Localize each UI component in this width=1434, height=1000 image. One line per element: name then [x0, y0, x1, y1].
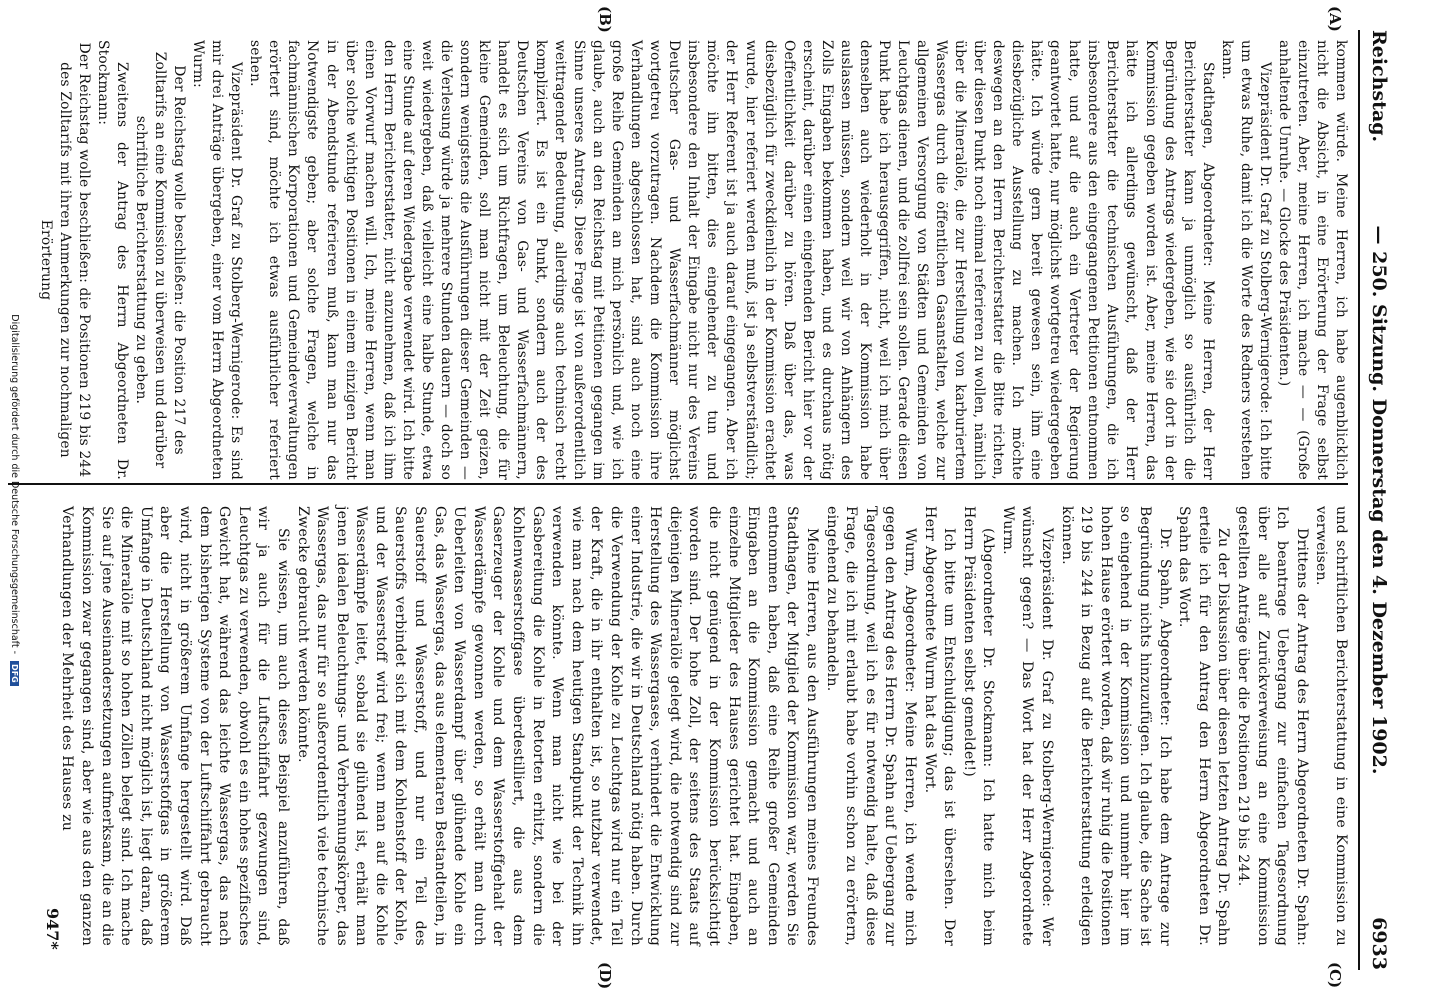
paragraph: Ich bitte um Entschuldigung; das ist übersehen. Der Herr Abgeordnete Wurm hat das Wort.: [921, 506, 958, 946]
column-divider: [8, 483, 1348, 485]
text-column-left: [36, 40, 1350, 480]
paragraph: Sie wissen, um auch dieses Beispiel anzuführen, daß wir ja auch für die Luftschiffahrt gezwungen sind, Leuchtgas zu verwenden, obwohl es ein hohes spezifisches Gewicht hat, während das leichte Wassergas, das nach dem bisherigen Systeme von der Luftschiffahrt gebraucht wird, nicht in größerem Umfange hergestellt wird. Daß aber die Herstellung von Wasserstoffgas in größerem Umfange in Deutschland nicht möglich ist, liegt daran, daß die Mineralöle mit so hohen Zöllen belegt sind. Ich mache Sie auf jene Auseinandersetzungen aufmerksam, die an die Kommission zwar gegangen sind, aber wie aus den ganzen Verhandlungen der Mehrheit des Hauses zu: [59, 506, 291, 946]
paragraph: Zu der Diskussion über diesen letzten Antrag Dr. Spahn erteile ich für den Antrag den Herrn Abgeordneten Dr. Spahn das Wort.: [1176, 506, 1232, 946]
page-number: 6933: [1368, 917, 1390, 970]
paragraph: Vizepräsident Dr. Graf zu Stolberg-Wernigerode: Es sind mir drei Anträge übergeben, einer vom Herrn Abgeordneten Wurm:: [190, 40, 245, 480]
credit-text: Digitalisierung gefördert durch die Deutsche Forschungsgemeinschaft -: [9, 314, 20, 655]
text-column-right: [57, 506, 1350, 946]
paragraph: Dr. Spahn, Abgeordneter: Ich habe dem Antrage zur Begründung nichts hinzuzufügen. Ich glaube, die Sache ist so eingehend in der Kommission und nunmehr hier im hohen Hause erörtert worden, daß wir ruhig die Positionen 219 bis 244 in Bezug auf die Berichterstattung erledigen können.: [1058, 506, 1173, 946]
header-session: — 250. Sitzung. Donnerstag den 4. Dezember 1902.: [1368, 225, 1390, 775]
paragraph: Vizepräsident Dr. Graf zu Stolberg-Wernigerode: Ich bitte um etwas Ruhe, damit ich die Worte des Redners verstehen kann.: [1218, 40, 1273, 480]
paragraph: Drittens der Antrag des Herrn Abgeordneten Dr. Spahn: Ich beantrage Uebergang zur einfachen Tagesordnung über alle auf Zurückverweisung an eine Kommission gestellten Anträge über die Positionen 219 bis 244.: [1235, 506, 1310, 946]
header-publication: Reichstag.: [1368, 30, 1390, 143]
sheet-signature: 947*: [43, 908, 62, 950]
paragraph: kommen würde. Meine Herren, ich habe augenblicklich nicht die Absicht, in eine Erörterung der Frage selbst einzutreten. Aber, meine Herren, ich mache — — (Große anhaltende Unruhe. — Glocke des Präsidenten.): [1275, 40, 1349, 480]
page-header: [1358, 30, 1394, 970]
digitization-credit: [9, 0, 20, 1000]
margin-mark-c: (C): [1326, 962, 1344, 989]
paragraph: (Abgeordneter Dr. Stockmann: Ich hatte mich beim Herrn Präsidenten selbst gemeldet!): [960, 506, 997, 946]
paragraph: Vizepräsident Dr. Graf zu Stolberg-Wernigerode: Wer wünscht gegen? — Das Wort hat der Herr Abgeordnete Wurm.: [999, 506, 1056, 946]
paragraph: Stadthagen, Abgeordneter: Meine Herren, der Herr Berichterstatter kann ja unmöglich so ausführlich die Begründung des Antrags wiedergeben, wie sie dort in der Kommission gegeben worden ist. Aber, meine Herren, das hätte ich allerdings gewünscht, daß der Herr Berichterstatter die technischen Ausführungen, die ich insbesondere aus den eingegangenen Petitionen entnommen hatte, und auf die auch ein Vertreter der Regierung geantwortet hatte, nur möglichst wortgetreu wiedergegeben hätte. Ich würde gern bereit gewesen sein, ihm eine diesbezügliche Ausstellung zu machen. Ich möchte deswegen an den Herrn Berichterstatter die Bitte richten, über diesen Punkt noch einmal referieren zu wollen, nämlich über die Mineralöle, die zur Herstellung von karburiertem Wassergas durch die öffentlichen Gasanstalten, welche zur allgemeinen Versorgung von Städten und Gemeinden von Leuchtgas dienen, und die zollfrei sein sollen. Gerade diesen Punkt habe ich herausgegriffen, nicht, weil ich mich über denselben auch wiederholt in der Kommission habe auslassen müssen, sondern weil wir von Anhängern des Zolls Eingaben bekommen haben, und es durchaus nötig erscheint, darüber einen eingehenden Bericht hier vor der Oeffentlichkeit darüber zu hören. Daß über das, was diesbezüglich für zweckdienlich in der Kommission erachtet wurde, hier referiert werden muß, ist ja selbstverständlich; der Herr Referent ist ja auch darauf eingegangen. Aber ich möchte ihn bitten, dies eingehender zu tun und insbesondere den Inhalt der Eingabe nicht nur des Vereins Deutscher Gas- und Wasserfachmänner möglichst wortgetreu vorzutragen. Nachdem die Kommission ihre Verhandlungen abgeschlossen hat, sind auch noch eine große Reihe Gemeinden an mich persönlich und, wie ich glaube, auch an den Reichstag mit Petitionen gegangen im Sinne unseres Antrags. Diese Frage ist von außerordentlich weittragender Bedeutung, allerdings auch technisch recht kompliziert. Es ist ein Punkt, sondern auch der des Deutschen Vereins von Gas- und Wasserfachmännern, handelt es sich um Richtfragen, um Beleuchtung, die für kleine Gemeinden, soll man nicht mit der Zeit geizen, sondern wenigstens die Ausführungen dieser Gemeinden — die Verlesung würde ja mehrere Stunden dauern — doch so weit wiedergeben, daß vielleicht eine halbe Stunde, etwa eine Stunde auf deren Wiedergabe verwendet wird. Ich bitte den Herrn Berichterstatter, nicht anzunehmen, daß ich ihm einen Vorwurf machen will. Ich, meine Herren, wenn man über solche wichtigen Positionen in einem einzigen Bericht in der Abendstunde referieren muß, kann man nur das Notwendigste geben; aber solche Fragen, welche in fachmännischen Korporationen und Gemeindeverwaltungen erörtert sind, möchte ich etwas ausführlicher referiert sehen.: [247, 40, 1216, 480]
paragraph: Zweitens der Antrag des Herrn Abgeordneten Dr. Stockmann:: [94, 40, 130, 480]
margin-mark-d: (D): [596, 962, 614, 990]
paragraph: und schriftlichen Berichterstattung in eine Kommission zu verweisen.: [1313, 506, 1349, 946]
margin-mark-a: (A): [1326, 6, 1344, 32]
paragraph: Wurm, Abgeordneter: Meine Herren, ich wende mich gegen den Antrag des Herrn Dr. Spahn auf Uebergang zur Tagesordnung, weil ich es für notwendig halte, daß diese Frage, die ich mit erlaubt habe vorhin schon zu erörtern, eingehend zu behandeln.: [823, 506, 918, 946]
dfg-logo: DFG: [10, 661, 19, 686]
paragraph: Meine Herren, aus den Ausführungen meines Freundes Stadthagen, der Mitglied der Kommission war, werden Sie entnommen haben, daß eine Reihe großer Gemeinden Eingaben an die Kommission gemacht und auch an einzelne Mitglieder des Hauses gerichtet hat. Eingaben, die nicht genügend in der Kommission berücksichtigt worden sind. Der hohe Zoll, der seitens des Staats auf diejenigen Mineralöle gelegt wird, die notwendig sind zur Herstellung des Wassergases, verhindert die Entwicklung einer Industrie, die wir in Deutschland nötig haben. Durch die Verwendung der Kohle zu Leuchtgas wird nur ein Teil der Kraft, die in ihr enthalten ist, so nutzbar verwendet, wie man nach dem heutigen Standpunkt der Technik ihn verwenden könnte. Wenn man nicht wie bei der Gasbereitung die Kohle in Retorten erhitzt, sondern die Kohlenwasserstoffgase überdestilliert, die aus dem Gaserzeuger der Kohle und dem Wasserstoffgehalt der Wasserdämpfe gewonnen werden, so erhält man durch Ueberleiten von Wasserdampf über glühende Kohle ein Gas, das Wassergas, das aus elementaren Bestandteilen, in Sauerstoff und Wasserstoff, und nur ein Teil des Sauerstoffs verbindet sich mit dem Kohlenstoff der Kohle, und der Wasserstoff wird frei; wenn man auf die Kohle Wasserdämpfe leitet, sobald sie glühend ist, erhält man jenen idealen Beleuchtungs- und Verbrennungskörper, das Wassergas, das nur für so außerordentlich viele technische Zwecke gebraucht werden könnte.: [294, 506, 820, 946]
motion-text: Der Reichstag wolle beschließen: die Positionen 219 bis 244 des Zolltarifs mit ihren Anmerkungen zur nochmaligen Erörterung: [37, 42, 92, 478]
margin-mark-b: (B): [596, 6, 614, 33]
motion-text: Der Reichstag wolle beschließen: die Position 217 des Zolltarifs an eine Kommission zu überweisen und darüber schriftliche Berichterstattung zu geben.: [133, 51, 188, 469]
